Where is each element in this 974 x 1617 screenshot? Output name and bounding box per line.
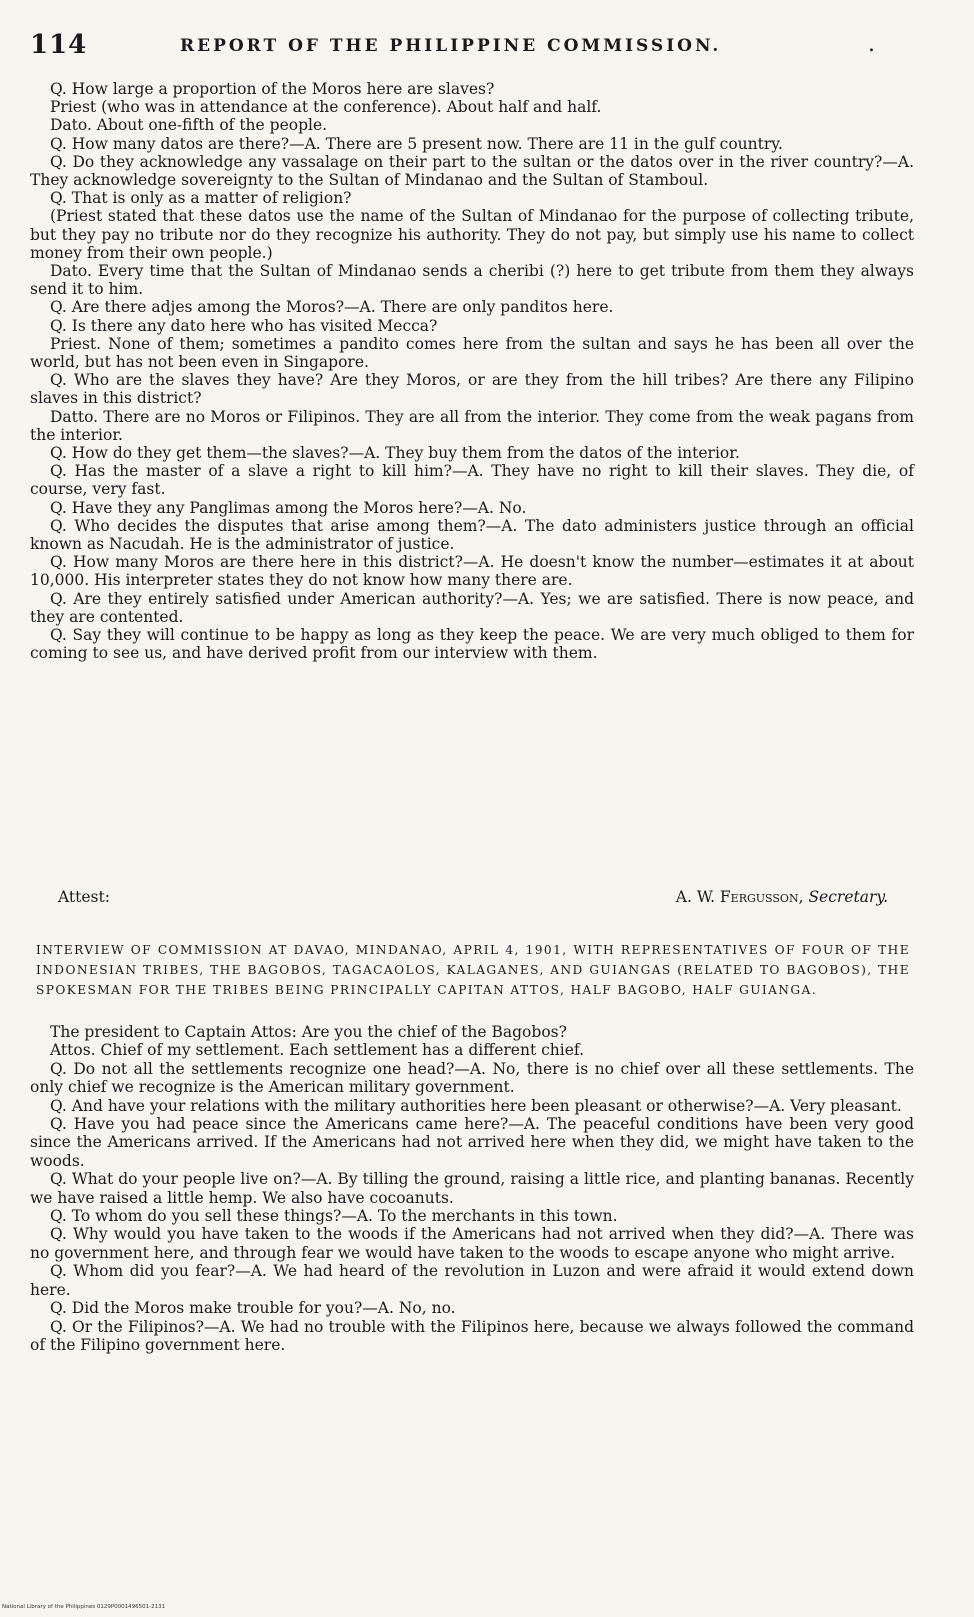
signatory-title: Secretary.	[808, 888, 888, 906]
paragraph: The president to Captain Attos: Are you the chief of the Bagobos?	[50, 1023, 567, 1041]
paragraph: Q. How many datos are there?—A. There are 5 present now. There are 11 in the gulf country.	[50, 134, 783, 153]
paragraph: Q. And have your relations with the military authorities here been pleasant or otherwise?—A. Very pleasant.	[50, 1096, 902, 1115]
paragraph: Q. Is there any dato here who has visited Mecca?	[50, 316, 438, 335]
paragraph: Q. Who are the slaves they have? Are they Moros, or are they from the hill tribes? Are there any Filipino slaves in this district?	[30, 371, 914, 408]
paragraph: Q. Say they will continue to be happy as long as they keep the peace. We are very much obliged to them for coming to see us, and have derived profit from our interview with them.	[30, 626, 914, 663]
attest-label: Attest:	[58, 888, 110, 906]
paragraph: Q. How do they get them—the slaves?—A. They buy them from the datos of the interior.	[50, 444, 740, 463]
paragraph: Q. That is only as a matter of religion?	[50, 189, 352, 208]
paragraph: Dato. About one-fifth of the people.	[50, 116, 328, 135]
paragraph: Q. Who decides the disputes that arise among them?—A. The dato administers justice through an official known as Nacudah. He is the administrator of justice.	[30, 516, 914, 554]
section-heading: INTERVIEW OF COMMISSION AT DAVAO, MINDANAO, APRIL 4, 1901, WITH REPRESENTATIVES OF FOUR OF THE INDONESIAN TRIBES, THE BAGOBOS, TAGACAOLOS, KALAGANES, AND GUIANGAS (RELATED TO BAGOBOS), THE SPOKESMAN FOR THE TRIBES BEING PRINCIPALLY CAPITAN ATTOS, HALF BAGOBO, HALF GUIANGA.	[36, 943, 910, 997]
interview-moros-text	[30, 80, 914, 663]
paragraph: Q. Are there adjes among the Moros?—A. There are only panditos here.	[50, 298, 614, 317]
paragraph: Attos. Chief of my settlement. Each settlement has a different chief.	[50, 1041, 585, 1060]
paragraph: Q. How large a proportion of the Moros here are slaves?	[50, 80, 495, 98]
signatory-name: A. W. Fergusson,	[675, 888, 804, 906]
interview-bagobos-text	[30, 1023, 914, 1354]
signature	[676, 888, 888, 906]
page-number: 114	[30, 30, 88, 60]
paragraph: Q. How many Moros are there here in this district?—A. He doesn't know the number—estimates it at about 10,000. His interpreter states they do not know how many there are.	[30, 553, 914, 590]
paragraph: Q. Did the Moros make trouble for you?—A. No, no.	[50, 1299, 456, 1318]
page-header	[30, 30, 910, 64]
paragraph: Q. Whom did you fear?—A. We had heard of the revolution in Luzon and were afraid it would extend down here.	[30, 1262, 914, 1299]
paragraph: Priest. None of them; sometimes a pandito comes here from the sultan and says he has been all over the world, but has not been even in Singapore.	[30, 334, 914, 372]
paragraph: Q. Have they any Panglimas among the Moros here?—A. No.	[50, 498, 527, 517]
scan-footer: National Library of the Philippines 0129P0001496501-2131	[2, 1604, 166, 1610]
paragraph: Priest (who was in attendance at the conference). About half and half.	[50, 98, 602, 117]
paragraph: Dato. Every time that the Sultan of Mindanao sends a cheribi (?) here to get tribute from them they always send it to him.	[30, 262, 914, 299]
paragraph: (Priest stated that these datos use the name of the Sultan of Mindanao for the purpose of collecting tribute, but they pay no tribute nor do they recognize his authority. They do not pay, but simply use his name to collect money from their own people.)	[30, 207, 914, 262]
running-title: REPORT OF THE PHILIPPINE COMMISSION.	[180, 36, 722, 56]
attestation	[30, 888, 914, 908]
paragraph: Q. Do not all the settlements recognize one head?—A. No, there is no chief over all these settlements. The only chief we recognize is the American military government.	[30, 1059, 914, 1097]
paragraph: Q. Have you had peace since the Americans came here?—A. The peaceful conditions have been very good since the Americans arrived. If the Americans had not arrived here when they did, we might have taken to the woods.	[30, 1115, 914, 1170]
paragraph: Q. To whom do you sell these things?—A. To the merchants in this town.	[50, 1207, 618, 1226]
paragraph: Q. What do your people live on?—A. By tilling the ground, raising a little rice, and planting bananas. Recently we have raised a little hemp. We also have cocoanuts.	[30, 1170, 914, 1207]
paragraph: Q. Do they acknowledge any vassalage on their part to the sultan or the datos over in the river country?—A. They acknowledge sovereignty to the Sultan of Mindanao and the Sultan of Stamboul.	[30, 152, 914, 190]
paragraph: Q. Why would you have taken to the woods if the Americans had not arrived when they did?—A. There was no government here, and through fear we would have taken to the woods to escape anyone who might arrive.	[30, 1225, 914, 1262]
header-mark: .	[868, 32, 875, 57]
paragraph: Datto. There are no Moros or Filipinos. They are all from the interior. They come from the weak pagans from the interior.	[30, 407, 914, 444]
paragraph: Q. Are they entirely satisfied under American authority?—A. Yes; we are satisfied. There is now peace, and they are contented.	[30, 589, 914, 626]
paragraph: Q. Or the Filipinos?—A. We had no trouble with the Filipinos here, because we always followed the command of the Filipino government here.	[30, 1317, 914, 1354]
paragraph: Q. Has the master of a slave a right to kill him?—A. They have no right to kill their slaves. They die, of course, very fast.	[30, 462, 914, 499]
